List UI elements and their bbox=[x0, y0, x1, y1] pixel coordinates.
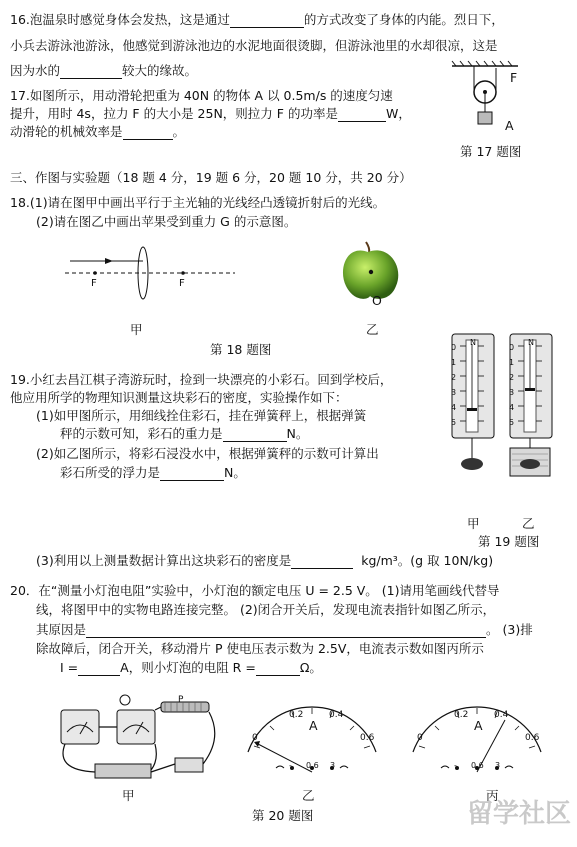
q19-line2: 他应用所学的物理知识测量这块彩石的密度，实验操作如下： bbox=[10, 390, 348, 405]
q19-line6: 彩石所受的浮力是 N。 bbox=[60, 465, 246, 480]
dial-bing-tick-3: 0.6 bbox=[525, 733, 540, 743]
ammeter-icon bbox=[61, 710, 99, 744]
dial-bing-term-2: 3 bbox=[495, 761, 501, 770]
weight-block bbox=[478, 112, 492, 124]
q19-blank3 bbox=[291, 556, 353, 569]
fig20-label-yi: 乙 bbox=[302, 788, 315, 803]
q19-blank2 bbox=[160, 468, 224, 481]
spring-scale-yi bbox=[510, 334, 552, 476]
spring-scale-jia bbox=[452, 334, 494, 470]
scale-ticks-yi: 0 1 2 3 4 5 bbox=[509, 343, 515, 427]
fig18-label-yi: 乙 bbox=[366, 322, 379, 337]
fig20-label-bing: 丙 bbox=[486, 788, 499, 803]
fig18-label-jia: 甲 bbox=[130, 322, 143, 337]
q16-blank2 bbox=[60, 66, 122, 79]
q20-blank1 bbox=[86, 625, 486, 638]
q19-line1: 19.小红去昌江棋子湾游玩时，捡到一块漂亮的小彩石。回到学校后， bbox=[10, 372, 393, 387]
dial-yi-term-1: 0.6 bbox=[306, 761, 319, 770]
q16-line2: 小兵去游泳池游泳，他感觉到游泳池边的水泥地面很烫脚，但游泳池里的水却很凉，这是 bbox=[10, 38, 498, 53]
q20-line4: 除故障后，闭合开关，移动滑片 P 使电压表示数为 2.5V，电流表示数如图丙所示 bbox=[36, 641, 484, 656]
rheostat-icon bbox=[161, 702, 209, 712]
apple-icon bbox=[343, 250, 398, 298]
q19-blank1 bbox=[223, 429, 287, 442]
fig18-caption: 第 18 题图 bbox=[210, 342, 272, 357]
q19-line3: (1)如甲图所示，用细线拴住彩石，挂在弹簧秤上，根据弹簧 bbox=[36, 408, 367, 423]
dial-bing-tick-1: 0.2 bbox=[454, 710, 469, 720]
switch-icon bbox=[175, 758, 203, 772]
circuit-figure bbox=[55, 690, 225, 785]
fig18-O: O bbox=[372, 293, 382, 308]
dial-bing-tick-2: 0.4 bbox=[494, 710, 509, 720]
scale-N-jia: N bbox=[470, 338, 476, 347]
q16-blank1 bbox=[230, 15, 304, 28]
fig20-P: P bbox=[178, 695, 184, 705]
q18-line2: (2)请在图乙中画出苹果受到重力 G 的示意图。 bbox=[36, 214, 297, 229]
fig19-caption: 第 19 题图 bbox=[478, 534, 540, 549]
q20-line1: 20．在“测量小灯泡电阻”实验中，小灯泡的额定电压 U = 2.5 V。 (1)请用笔画线代替导 bbox=[10, 583, 500, 598]
q16-line3: 因为水的 较大的缘故。 bbox=[10, 63, 198, 78]
q19-line7: (3)利用以上测量数据计算出这块彩石的密度是 kg/m³。(g 取 10N/kg) bbox=[36, 553, 494, 568]
q17-line2: 提升，用时 4s，拉力 F 的大小是 25N，则拉力 F 的功率是 W， bbox=[10, 106, 411, 121]
dial-yi-tick-2: 0.4 bbox=[329, 710, 344, 720]
q20-line2: 线，将图甲中的实物电路连接完整。 (2)闭合开关后，发现电流表指针如图乙所示， bbox=[36, 602, 496, 617]
dial-bing-term-0: - bbox=[454, 761, 457, 770]
q17-blank1 bbox=[338, 109, 386, 122]
watermark-logo: 留学社区 bbox=[466, 799, 571, 829]
q18-line1: 18.(1)请在图甲中画出平行于主光轴的光线经凸透镜折射后的光线。 bbox=[10, 195, 386, 210]
scale-ticks-jia: 0 1 2 3 4 5 bbox=[451, 343, 457, 427]
section3-title: 三、作图与实验题（18 题 4 分，19 题 6 分，20 题 10 分，共 20 分） bbox=[10, 170, 412, 185]
q17-line3: 动滑轮的机械效率是 。 bbox=[10, 124, 186, 139]
q17-blank2 bbox=[123, 127, 173, 140]
fig19-label-yi: 乙 bbox=[522, 516, 535, 531]
fig20-label-jia: 甲 bbox=[122, 788, 135, 803]
q20-line5: I = A，则小灯泡的电阻 R = Ω。 bbox=[60, 660, 322, 675]
q19-line4: 秤的示数可知，彩石的重力是 N。 bbox=[60, 426, 309, 441]
fig18-F-left: F bbox=[91, 278, 97, 289]
dial-yi-tick-0: 0 bbox=[252, 733, 258, 743]
spring-scales-figure bbox=[448, 330, 558, 480]
q20-blank3 bbox=[256, 663, 300, 676]
q20-blank2 bbox=[78, 663, 120, 676]
fig19-label-jia: 甲 bbox=[467, 516, 480, 531]
scale-N-yi: N bbox=[528, 338, 534, 347]
q19-line5: (2)如乙图所示，将彩石浸没水中，根据弹簧秤的示数可计算出 bbox=[36, 446, 379, 461]
dial-yi-term-2: 3 bbox=[330, 761, 336, 770]
dial-bing-tick-0: 0 bbox=[417, 733, 423, 743]
q20-line3: 其原因是 。 (3)排 bbox=[36, 622, 533, 637]
battery-icon bbox=[95, 764, 151, 778]
voltmeter-icon bbox=[117, 710, 155, 744]
fig17-F: F bbox=[510, 70, 518, 85]
dial-yi-tick-3: 0.6 bbox=[360, 733, 375, 743]
lens-figure bbox=[65, 245, 235, 305]
dial-bing-unit: A bbox=[474, 718, 483, 733]
q16-line1: 16.泡温泉时感觉身体会发热，这是通过 的方式改变了身体的内能。烈日下， bbox=[10, 12, 504, 27]
fig17-A: A bbox=[505, 118, 514, 133]
fig17-caption: 第 17 题图 bbox=[460, 144, 522, 159]
fig20-caption: 第 20 题图 bbox=[252, 808, 314, 823]
fig18-F-right: F bbox=[179, 278, 185, 289]
q17-line1: 17.如图所示，用动滑轮把重为 40N 的物体 A 以 0.5m/s 的速度匀速 bbox=[10, 88, 393, 103]
dial-bing-term-1: 0.6 bbox=[471, 761, 484, 770]
dial-yi-tick-1: 0.2 bbox=[289, 710, 304, 720]
bulb-icon bbox=[120, 695, 130, 705]
dial-yi-term-0: - bbox=[289, 761, 292, 770]
dial-yi-unit: A bbox=[309, 718, 318, 733]
